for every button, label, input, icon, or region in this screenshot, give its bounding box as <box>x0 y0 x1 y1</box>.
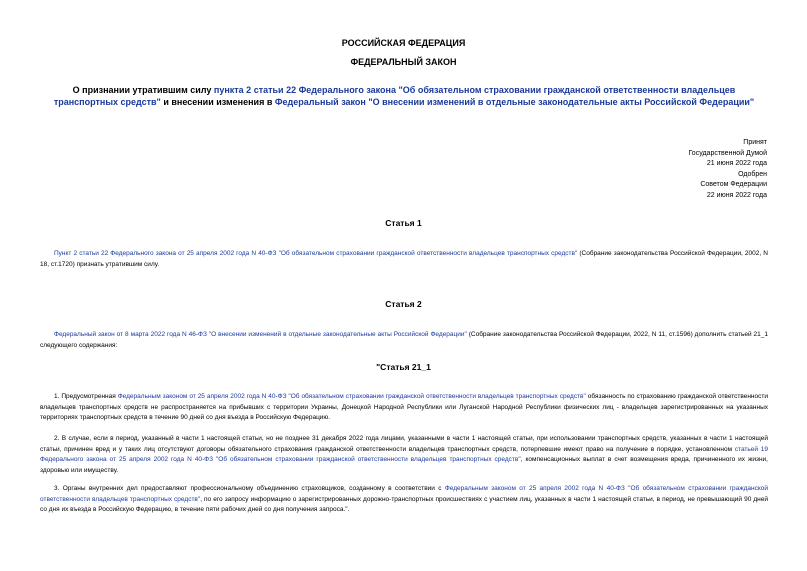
article-21-1-heading: "Статья 21_1 <box>376 362 431 372</box>
law-title <box>40 84 768 108</box>
clause-3-text-b: , по его запросу информацию о зарегистрированных дорожно-транспортных происшествиях с участием лиц, указанных в части 1 настоящей статьи, в период, не превышающий 90 дней со дня их въезда в Российскую Федерацию, в течение пяти рабочих дней со дня получения запроса.". <box>40 495 768 513</box>
law-type-heading: ФЕДЕРАЛЬНЫЙ ЗАКОН <box>350 57 457 67</box>
title-text-1: О признании утратившим силу <box>72 85 214 95</box>
article-2-heading: Статья 2 <box>385 299 422 309</box>
title-link-2[interactable]: Федеральный закон "О внесении изменений в отдельные законодательные акты Российской Федерации" <box>274 97 755 107</box>
adoption-line: 22 июня 2022 года <box>706 191 767 199</box>
article-1-body: (Собрание законодательства Российской Федерации, 2002, N 18, ст.1720) признать утратившим силу. <box>40 250 768 268</box>
clause-2-text-b: , компенсационных выплат в счет возмещения вреда, причиненного их жизни, здоровью или имуществу. <box>40 456 768 474</box>
adoption-line: Одобрен <box>738 170 767 178</box>
adoption-block <box>688 138 767 201</box>
article-2-link[interactable]: Федеральный закон от 8 марта 2022 года N 46-ФЗ "О внесении изменений в отдельные законодательные акты Российской Федерации" <box>54 331 467 338</box>
article-2-text <box>40 330 768 351</box>
title-link-1[interactable]: пункта 2 статьи 22 Федерального закона "Об обязательном страховании гражданской ответственности владельцев транспортных средств" <box>53 85 736 107</box>
clause-3-text-a: 3. Органы внутренних дел предоставляют профессиональному объединению страховщиков, созданному в соответствии с <box>54 485 445 492</box>
clause-2 <box>40 434 768 476</box>
article-1-link[interactable]: Пункт 2 статьи 22 Федерального закона от 25 апреля 2002 года N 40-ФЗ "Об обязательном страховании гражданской ответственности владельцев транспортных средств" <box>54 250 578 257</box>
title-text-2: и внесении изменения в <box>160 97 275 107</box>
clause-1-text-b: обязанность по страхованию гражданской ответственности владельцев транспортных средств не распространяется на прибывших с территории Украины, Донецкой Народной Республики или Луганской Народной Республики физических лиц - владельцев зарегистрированных на указанных территориях транспортных средств в течение 90 дней со дня въезда в Российскую Федерацию. <box>40 393 768 421</box>
clause-2-text-a: 2. В случае, если в период, указанный в части 1 настоящей статьи, но не позднее 31 декабря 2022 года лицами, указанными в части 1 настоящей статьи, при использовании транспортных средств, указанных в части 1 настоящей статьи, причинен вред и у таких лиц отсутствуют договоры обязательного страхования гражданской ответственности владельцев транспортных средств, потерпевшие имеют право на получение в порядке, установленном <box>40 435 768 453</box>
adoption-line: Советом Федерации <box>700 181 767 188</box>
adoption-line: Государственной Думой <box>688 149 767 157</box>
clause-1-link[interactable]: Федеральным законом от 25 апреля 2002 года N 40-ФЗ "Об обязательном страховании гражданской ответственности владельцев транспортных средств" <box>117 393 586 400</box>
article-1-heading: Статья 1 <box>385 218 422 228</box>
clause-2-link[interactable]: статьей 19 Федерального закона от 25 апреля 2002 года N 40-ФЗ "Об обязательном страховании гражданской ответственности владельцев транспортных средств" <box>40 445 768 463</box>
article-2-body: (Собрание законодательства Российской Федерации, 2022, N 11, ст.1596) дополнить статьей 21_1 следующего содержания: <box>40 331 768 349</box>
clause-1 <box>40 392 768 424</box>
clause-1-text-a: 1. Предусмотренная <box>54 393 118 400</box>
clause-3 <box>40 484 768 516</box>
federation-heading: РОССИЙСКАЯ ФЕДЕРАЦИЯ <box>341 38 466 48</box>
article-1-text <box>40 249 768 270</box>
adoption-line: Принят <box>743 139 767 146</box>
adoption-line: 21 июня 2022 года <box>706 160 767 167</box>
clause-3-link[interactable]: Федеральным законом от 25 апреля 2002 года N 40-ФЗ "Об обязательном страховании гражданской ответственности владельцев транспортных средств" <box>40 485 768 503</box>
